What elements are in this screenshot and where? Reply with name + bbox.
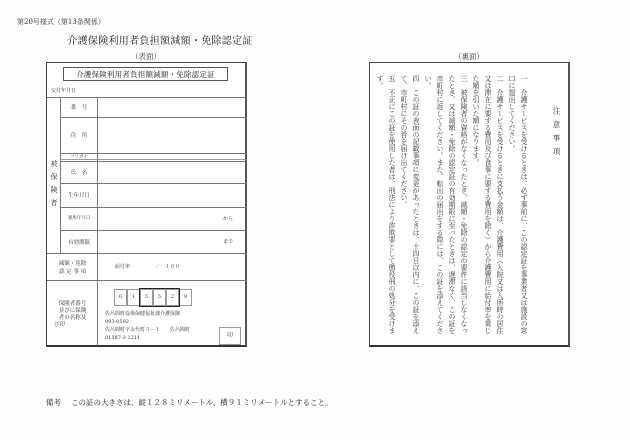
divider bbox=[47, 253, 246, 254]
remarks-label: 備考 bbox=[46, 398, 61, 407]
insurer-label-line2: 並びに保険 bbox=[58, 308, 87, 314]
insured-label: 被保険者 bbox=[50, 160, 58, 207]
furigana-label: フリガナ bbox=[70, 155, 88, 160]
remarks bbox=[46, 397, 343, 408]
insurer-name: 佐呂間町役場保健福祉課介護保険 bbox=[105, 311, 181, 317]
note-item: 二 介護サービスを受けるときに支払う金額は、介護費用（入院又は入所時の居住又は滞在に要する費用及び食事に要する費用を除く）から介護費用に給付率を乗じた額を引いた額になります。 bbox=[472, 75, 504, 334]
address-label: 住 所 bbox=[70, 133, 88, 139]
insurer-label-line4: び印 bbox=[53, 322, 65, 328]
divider bbox=[60, 183, 246, 184]
valid-until-label: 有効期限 bbox=[67, 240, 90, 246]
reduction-label-line1: 減額・免除 bbox=[58, 261, 87, 267]
notes-title: 注意事項 bbox=[552, 107, 561, 161]
benefit-rate-label: 給付率 bbox=[115, 264, 131, 270]
divider bbox=[60, 117, 246, 118]
divider bbox=[47, 97, 246, 98]
note-item: 四 この証の表面の記載事項に変更があったときは、十四日以内に、この証を添えて、市町村にその旨を届け出てください。 bbox=[400, 75, 420, 334]
applicable-date-label: 適用年月日 bbox=[67, 216, 91, 221]
card-title: 介護保険利用者負担額減額・免除認定証 bbox=[63, 67, 228, 81]
note-item: 三 被保険者の資格がなくなったとき、減額・免除の認定の要件に該当しなくなったとき、又は減額・免除の認定証の有効期限に至ったときは、遅滞なく、この証を市町村に返してください。また、転出の届出をする際には、この証を添えてください。 bbox=[424, 75, 468, 334]
valid-until-suffix: まで bbox=[223, 239, 234, 245]
insurer-number-highlight bbox=[139, 288, 180, 307]
issue-date-label: 交付年月日 bbox=[51, 88, 77, 94]
insurer-digit: 1 bbox=[127, 289, 140, 306]
insurer-postal-code: 093-0592 bbox=[105, 319, 129, 325]
insurer-digit: 5 bbox=[153, 289, 166, 306]
note-item: 一 介護サービスを受けるときは、必ず事前に、この認定証を事業者又は施設の窓口に提出してください。 bbox=[508, 75, 528, 334]
insurer-label-line1: 保険者番号 bbox=[58, 301, 87, 307]
form-number: 第20号様式（第13条関係） bbox=[17, 18, 105, 26]
insurer-address: 佐呂間町字永代町３－１ 佐呂間町 bbox=[105, 327, 191, 333]
divider bbox=[97, 97, 98, 346]
note-item: 五 不正にこの証を使用した者は、刑法により詐欺罪として懲役刑の処分を受けます。 bbox=[376, 75, 396, 334]
divider bbox=[47, 280, 246, 281]
divider bbox=[60, 230, 246, 231]
divider bbox=[60, 207, 246, 208]
benefit-rate-value: ／ １００ bbox=[155, 264, 181, 270]
divider bbox=[60, 161, 246, 162]
back-side-label: （裏面） bbox=[454, 52, 484, 61]
insurer-phone: 01587-2-1211 bbox=[105, 335, 141, 341]
reduction-label-line2: 認 定 事 項 bbox=[58, 269, 87, 275]
insurer-digit: 0 bbox=[114, 289, 127, 306]
document-title: 介護保険利用者負担額減額・免除認定証 bbox=[67, 36, 253, 47]
front-card bbox=[46, 62, 247, 347]
notes-list bbox=[374, 75, 530, 335]
insurer-digit: 5 bbox=[140, 289, 153, 306]
insurer-label-line3: 者の名称及 bbox=[58, 315, 87, 321]
number-label: 番 号 bbox=[70, 105, 88, 111]
insurer-digit: 2 bbox=[166, 289, 179, 306]
insurer-digit: 9 bbox=[179, 289, 192, 306]
back-card bbox=[369, 62, 570, 347]
birthdate-label: 生年月日 bbox=[67, 193, 90, 199]
seal-box: 印 bbox=[219, 327, 241, 345]
name-label: 氏 名 bbox=[70, 170, 88, 176]
remarks-text: この証の大きさは、縦１２８ミリメートル、横９１ミリメートルとすること。 bbox=[71, 398, 333, 407]
front-side-label: （表面） bbox=[131, 52, 161, 61]
applicable-suffix: から bbox=[223, 216, 234, 222]
